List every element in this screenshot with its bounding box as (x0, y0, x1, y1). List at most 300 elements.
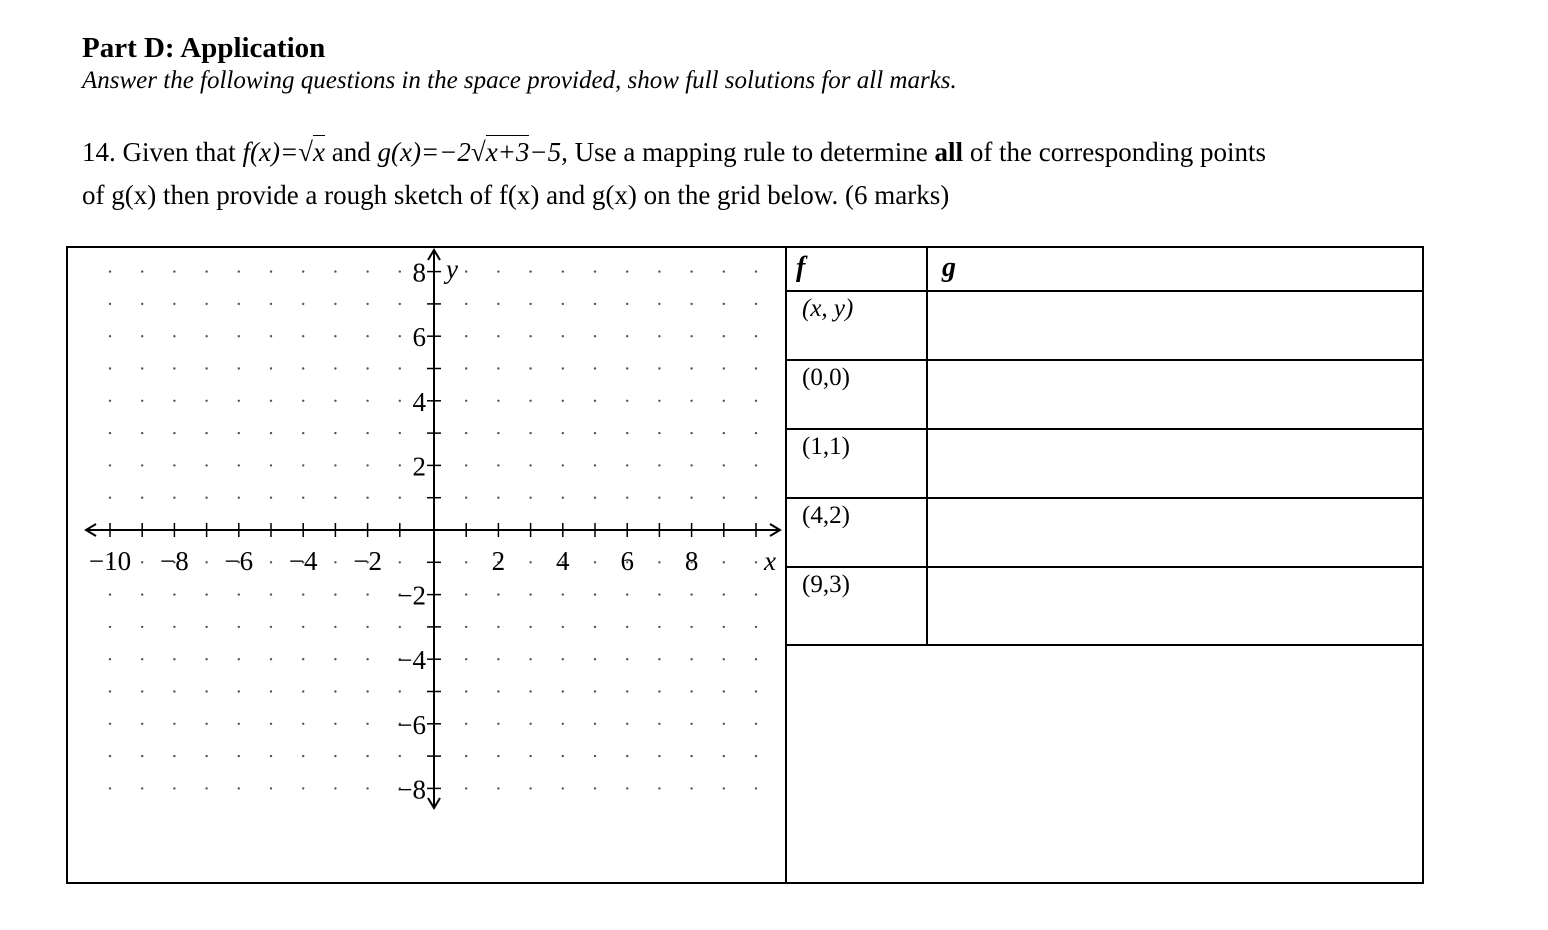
table-column-divider (926, 246, 928, 646)
grid-dot (626, 787, 628, 789)
grid-dot (529, 497, 531, 499)
grid-dot (334, 497, 336, 499)
grid-dot (302, 497, 304, 499)
grid-dot (658, 400, 660, 402)
grid-dot (334, 593, 336, 595)
grid-dot (109, 690, 111, 692)
grid-dot (238, 335, 240, 337)
grid-dot (497, 787, 499, 789)
grid-dot (270, 723, 272, 725)
grid-dot (594, 626, 596, 628)
grid-dot (594, 561, 596, 563)
grid-dot (270, 755, 272, 757)
grid-dot (562, 303, 564, 305)
grid-dot (270, 626, 272, 628)
grid-dot (529, 561, 531, 563)
grid-dot (723, 561, 725, 563)
grid-dot (723, 335, 725, 337)
grid-dot (173, 335, 175, 337)
grid-dot (366, 497, 368, 499)
grid-dot (465, 367, 467, 369)
grid-dot (205, 658, 207, 660)
grid-dot (109, 270, 111, 272)
x-tick-label: −6 (224, 546, 254, 576)
grid-dot (109, 787, 111, 789)
grid-dot (173, 497, 175, 499)
grid-dot (399, 626, 401, 628)
grid-dot (366, 400, 368, 402)
grid-dot (755, 367, 757, 369)
x-tick-label: 6 (620, 546, 634, 576)
grid-dot (626, 432, 628, 434)
grid-dot (270, 464, 272, 466)
grid-dot (594, 400, 596, 402)
grid-dot (238, 690, 240, 692)
grid-dot (497, 497, 499, 499)
grid-dot (529, 593, 531, 595)
grid-dot (173, 270, 175, 272)
grid-dot (399, 497, 401, 499)
grid-dot (529, 367, 531, 369)
grid-dot (562, 464, 564, 466)
y-tick-label: 4 (412, 386, 426, 417)
grid-dot (399, 561, 401, 563)
grid-dot (497, 367, 499, 369)
grid-dot (302, 367, 304, 369)
grid-dot (238, 593, 240, 595)
g-definition: g(x)=−2√x+3−5, (377, 137, 568, 167)
grid-dot (205, 464, 207, 466)
grid-dot (302, 690, 304, 692)
grid-dot (497, 335, 499, 337)
grid-dot (109, 432, 111, 434)
f-definition: f(x)=√x (242, 137, 325, 167)
table-row-label: (1,1) (802, 433, 850, 460)
grid-dot (529, 270, 531, 272)
grid-dot (529, 787, 531, 789)
grid-dot (109, 367, 111, 369)
table-row-rule (785, 497, 1424, 499)
grid-dot (205, 497, 207, 499)
grid-dot (529, 658, 531, 660)
grid-dot (366, 303, 368, 305)
grid-dot (109, 303, 111, 305)
question-line-1 (82, 137, 1266, 168)
grid-dot (270, 367, 272, 369)
grid-dot (690, 497, 692, 499)
grid-dot (109, 400, 111, 402)
grid-dot (755, 464, 757, 466)
grid-dot (109, 593, 111, 595)
grid-dot (562, 270, 564, 272)
y-tick-label: 2 (412, 451, 426, 482)
grid-dot (594, 787, 596, 789)
grid-dot (658, 464, 660, 466)
grid-dot (141, 690, 143, 692)
grid-dot (270, 658, 272, 660)
grid-dot (270, 593, 272, 595)
grid-dot (334, 367, 336, 369)
grid-dot (141, 335, 143, 337)
grid-dot (594, 755, 596, 757)
grid-dot (238, 658, 240, 660)
grid-dot (465, 593, 467, 595)
grid-dot (109, 626, 111, 628)
table-header-f: f (796, 252, 806, 283)
grid-dot (205, 367, 207, 369)
grid-dot (529, 723, 531, 725)
grid-dot (109, 335, 111, 337)
grid-dot (497, 755, 499, 757)
grid-dot (690, 658, 692, 660)
grid-dot (270, 303, 272, 305)
grid-dot (399, 367, 401, 369)
y-tick-label: 6 (412, 322, 426, 353)
grid-dot (626, 658, 628, 660)
grid-dot (173, 400, 175, 402)
grid-dot (465, 335, 467, 337)
grid-dot (238, 432, 240, 434)
grid-dot (141, 723, 143, 725)
y-axis-label: y (446, 254, 458, 284)
grid-dot (690, 690, 692, 692)
grid-dot (238, 270, 240, 272)
grid-dot (626, 593, 628, 595)
grid-dot (594, 464, 596, 466)
grid-dot (205, 690, 207, 692)
grid-dot (529, 755, 531, 757)
grid-dot (723, 367, 725, 369)
grid-dot (205, 755, 207, 757)
grid-dot (529, 303, 531, 305)
grid-dot (658, 690, 660, 692)
x-tick-label: 8 (684, 546, 699, 576)
grid-dot (497, 690, 499, 692)
grid-dot (366, 723, 368, 725)
grid-dot (109, 497, 111, 499)
grid-dot (302, 432, 304, 434)
grid-dot (562, 626, 564, 628)
grid-dot (562, 367, 564, 369)
grid-dot (690, 400, 692, 402)
grid-dot (109, 658, 111, 660)
grid-dot (755, 270, 757, 272)
grid-dot (141, 303, 143, 305)
grid-dot (205, 593, 207, 595)
grid-dot (238, 723, 240, 725)
grid-dot (270, 432, 272, 434)
grid-dot (465, 658, 467, 660)
grid-dot (658, 561, 660, 563)
grid-dot (626, 723, 628, 725)
grid-dot (723, 723, 725, 725)
grid-dot (366, 464, 368, 466)
grid-dot (141, 561, 143, 563)
grid-dot (594, 497, 596, 499)
grid-dot (141, 626, 143, 628)
table-row-rule (785, 566, 1424, 568)
grid-dot (723, 626, 725, 628)
grid-dot (658, 497, 660, 499)
grid-dot (173, 432, 175, 434)
grid-dot (497, 626, 499, 628)
grid-dot (594, 303, 596, 305)
grid-dot (238, 497, 240, 499)
grid-dot (334, 690, 336, 692)
grid-dot (723, 690, 725, 692)
grid-dot (302, 658, 304, 660)
grid-dot (173, 690, 175, 692)
grid-dot (626, 626, 628, 628)
grid-dot (723, 787, 725, 789)
grid-dot (238, 787, 240, 789)
grid-dot (594, 367, 596, 369)
grid-dot (334, 755, 336, 757)
grid-dot (626, 690, 628, 692)
grid-dot (594, 335, 596, 337)
grid-dot (465, 787, 467, 789)
emphasis-all: all (934, 137, 964, 167)
grid-dot (173, 593, 175, 595)
grid-dot (594, 690, 596, 692)
grid-dot (723, 432, 725, 434)
grid-dot (109, 755, 111, 757)
grid-dot (302, 723, 304, 725)
grid-dot (690, 723, 692, 725)
grid-dot (562, 400, 564, 402)
grid-dot (141, 367, 143, 369)
grid-dot (238, 626, 240, 628)
grid-dot (141, 593, 143, 595)
grid-dot (399, 303, 401, 305)
grid-dot (302, 303, 304, 305)
grid-dot (238, 400, 240, 402)
grid-dot (205, 270, 207, 272)
question-line-2: of g(x) then provide a rough sketch of f(x) and g(x) on the grid below. (6 marks) (82, 180, 950, 210)
grid-dot (465, 755, 467, 757)
grid-dot (690, 303, 692, 305)
grid-dot (529, 690, 531, 692)
grid-dot (109, 464, 111, 466)
grid-dot (690, 367, 692, 369)
grid-dot (497, 432, 499, 434)
grid-dot (529, 626, 531, 628)
grid-dot (238, 755, 240, 757)
grid-dot (366, 367, 368, 369)
grid-dot (594, 658, 596, 660)
grid-dot (658, 270, 660, 272)
y-tick-label: 8 (412, 257, 426, 288)
grid-dot (238, 367, 240, 369)
grid-dot (562, 658, 564, 660)
grid-dot (109, 723, 111, 725)
grid-dot (205, 400, 207, 402)
table-row-rule (785, 428, 1424, 430)
grid-dot (562, 497, 564, 499)
grid-dot (399, 690, 401, 692)
grid-dot (690, 464, 692, 466)
grid-dot (690, 755, 692, 757)
grid-dot (141, 658, 143, 660)
grid-dot (465, 400, 467, 402)
grid-dot (755, 335, 757, 337)
question-continued: of the corresponding points (963, 137, 1267, 167)
grid-dot (497, 270, 499, 272)
grid-dot (205, 787, 207, 789)
instructions: Answer the following questions in the space provided, show full solutions for all marks. (82, 67, 957, 94)
grid-dot (755, 400, 757, 402)
grid-dot (334, 464, 336, 466)
grid-dot (755, 755, 757, 757)
grid-dot (270, 497, 272, 499)
grid-dot (690, 787, 692, 789)
grid-dot (173, 723, 175, 725)
grid-dot (658, 367, 660, 369)
grid-dot (690, 432, 692, 434)
grid-dot (723, 400, 725, 402)
grid-dot (690, 593, 692, 595)
grid-dot (658, 658, 660, 660)
y-tick-label: −8 (397, 774, 426, 805)
grid-dot (626, 464, 628, 466)
grid-dot (529, 335, 531, 337)
grid-dot (723, 755, 725, 757)
grid-dot (626, 270, 628, 272)
question-number: 14. (82, 137, 116, 167)
grid-dot (658, 335, 660, 337)
grid-dot (465, 626, 467, 628)
grid-dot (173, 626, 175, 628)
grid-dot (238, 464, 240, 466)
grid-dot (205, 303, 207, 305)
table-header-g: g (942, 252, 956, 283)
grid-dot (302, 626, 304, 628)
grid-dot (723, 464, 725, 466)
grid-dot (366, 432, 368, 434)
grid-dot (497, 723, 499, 725)
grid-dot (723, 658, 725, 660)
grid-dot (529, 400, 531, 402)
table-row-label: (x, y) (802, 295, 854, 322)
grid-dot (399, 464, 401, 466)
grid-dot (270, 787, 272, 789)
grid-dot (399, 432, 401, 434)
grid-dot (302, 593, 304, 595)
grid-dot (755, 432, 757, 434)
grid-dot (399, 755, 401, 757)
grid-dot (465, 432, 467, 434)
grid-dot (497, 303, 499, 305)
grid-dot (562, 335, 564, 337)
grid-dot (497, 400, 499, 402)
grid-dot (334, 626, 336, 628)
grid-dot (334, 335, 336, 337)
grid-dot (755, 593, 757, 595)
x-tick-label: 4 (556, 546, 570, 576)
grid-dot (626, 400, 628, 402)
grid-dot (205, 335, 207, 337)
grid-dot (141, 270, 143, 272)
grid-dot (465, 497, 467, 499)
grid-dot (302, 400, 304, 402)
y-tick-label: −6 (397, 709, 426, 740)
coordinate-grid (68, 248, 784, 882)
grid-dot (399, 400, 401, 402)
grid-dot (658, 593, 660, 595)
grid-dot (270, 690, 272, 692)
grid-dot (399, 335, 401, 337)
grid-dot (173, 464, 175, 466)
grid-dot (755, 658, 757, 660)
grid-dot (366, 690, 368, 692)
grid-dot (529, 432, 531, 434)
grid-dot (173, 303, 175, 305)
grid-dot (465, 270, 467, 272)
grid-dot (334, 561, 336, 563)
grid-dot (173, 367, 175, 369)
grid-dot (366, 658, 368, 660)
grid-dot (141, 787, 143, 789)
grid-dot (594, 593, 596, 595)
grid-dot (755, 497, 757, 499)
grid-dot (366, 626, 368, 628)
table-header-rule (785, 290, 1424, 292)
grid-dot (270, 270, 272, 272)
grid-dot (302, 787, 304, 789)
grid-dot (626, 335, 628, 337)
grid-dot (562, 593, 564, 595)
grid-dot (755, 626, 757, 628)
grid-dot (594, 270, 596, 272)
grid-dot (465, 723, 467, 725)
x-tick-label: −4 (288, 546, 318, 576)
grid-dot (141, 464, 143, 466)
grid-dot (594, 723, 596, 725)
graph-table-divider (785, 246, 787, 884)
grid-dot (399, 270, 401, 272)
x-tick-label: −2 (353, 546, 382, 576)
grid-dot (658, 723, 660, 725)
grid-dot (141, 497, 143, 499)
grid-dot (465, 690, 467, 692)
grid-dot (497, 658, 499, 660)
grid-dot (334, 658, 336, 660)
grid-dot (755, 723, 757, 725)
grid-dot (755, 690, 757, 692)
grid-dot (497, 464, 499, 466)
grid-dot (366, 787, 368, 789)
grid-dot (723, 303, 725, 305)
table-row-rule (785, 359, 1424, 361)
grid-dot (465, 464, 467, 466)
grid-dot (723, 593, 725, 595)
grid-dot (238, 303, 240, 305)
grid-dot (366, 755, 368, 757)
grid-dot (562, 755, 564, 757)
grid-dot (497, 593, 499, 595)
grid-dot (141, 755, 143, 757)
grid-dot (205, 561, 207, 563)
grid-dot (334, 723, 336, 725)
question-instruction: Use a mapping rule to determine (567, 137, 935, 167)
grid-dot (562, 723, 564, 725)
grid-dot (626, 367, 628, 369)
grid-dot (562, 432, 564, 434)
grid-dot (755, 561, 757, 563)
grid-dot (723, 270, 725, 272)
grid-dot (270, 561, 272, 563)
grid-dot (334, 303, 336, 305)
